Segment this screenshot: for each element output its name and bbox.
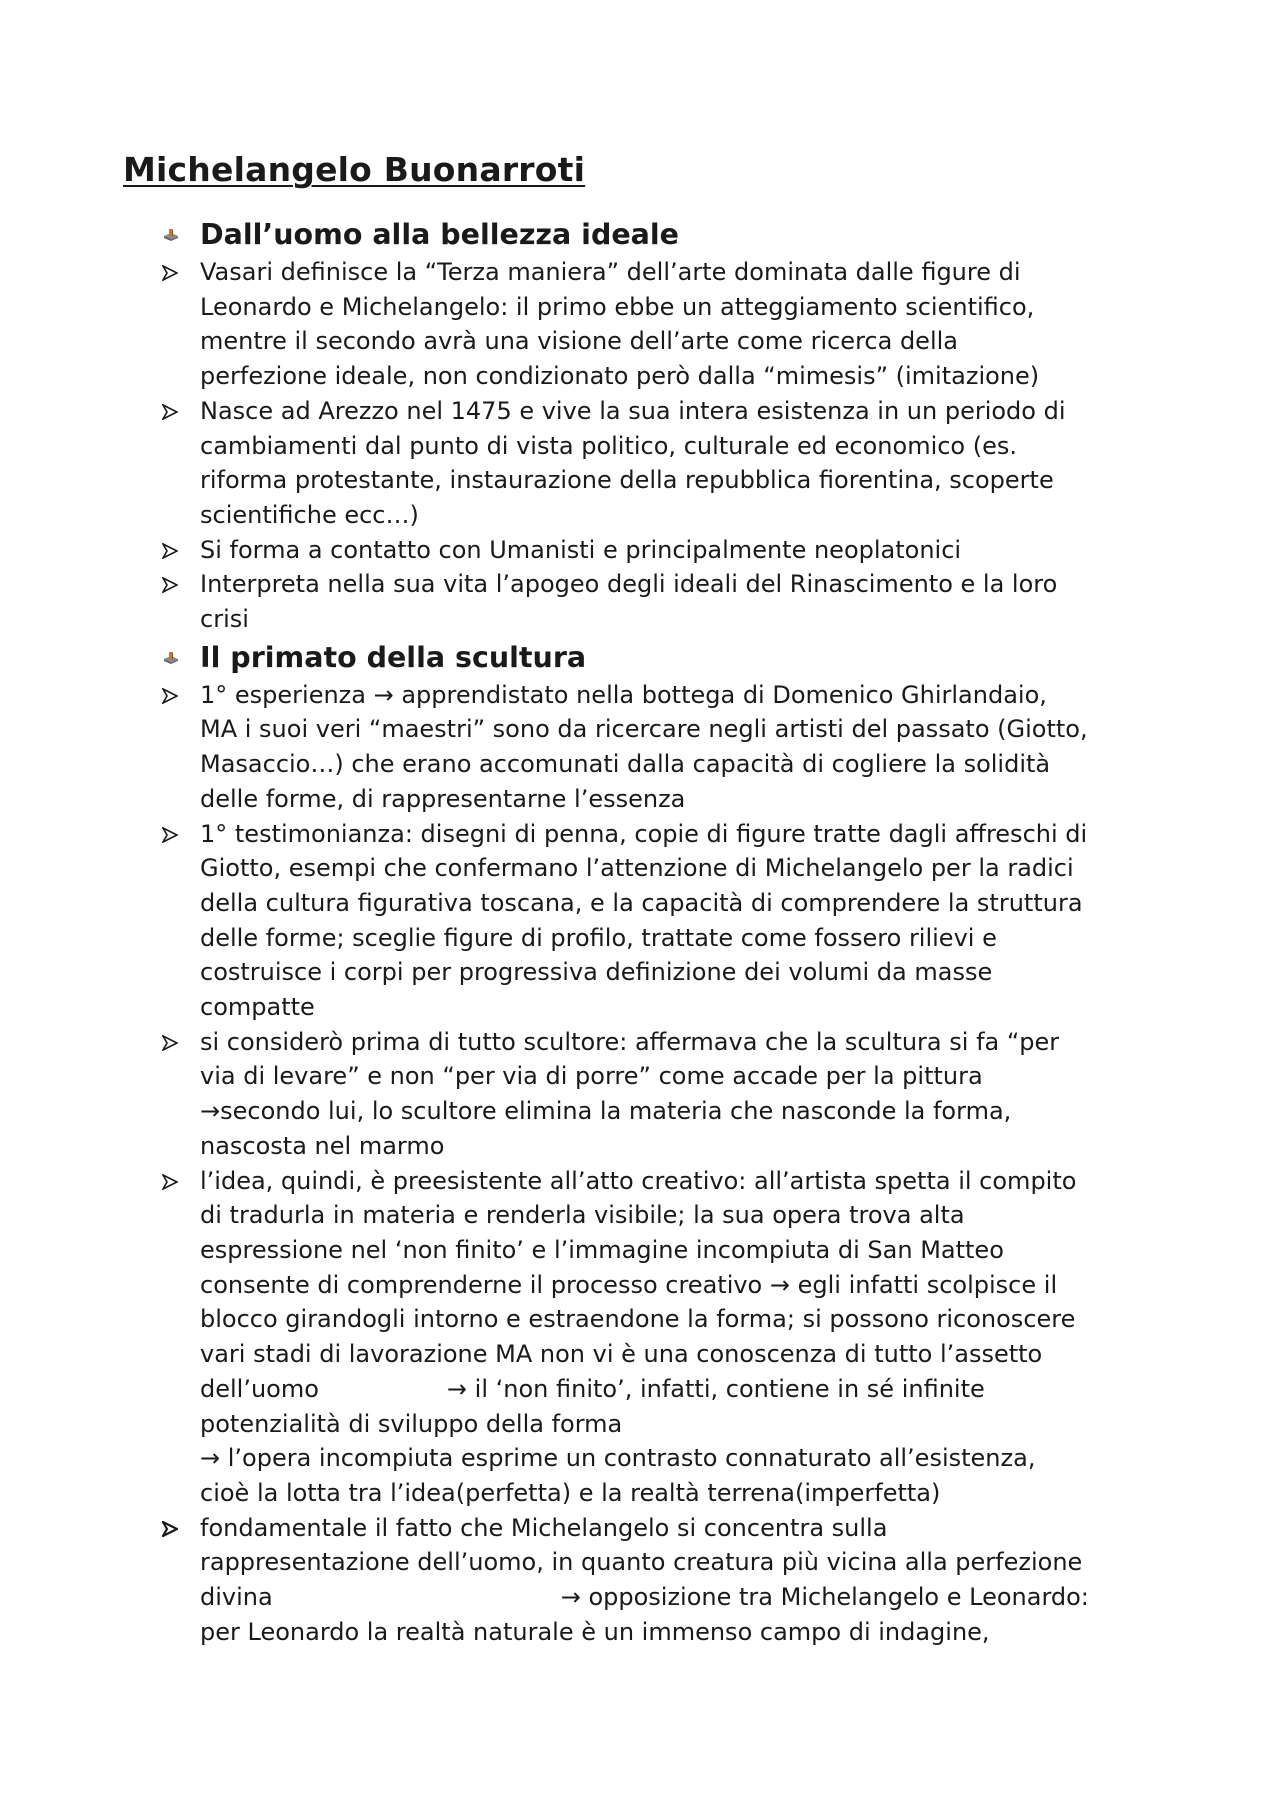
- arrowhead-bullet-icon: [162, 404, 178, 420]
- section-primato-scultura: [161, 637, 1181, 1650]
- text-line: mentre il secondo avrà una visione dell’arte come ricerca della: [200, 327, 958, 356]
- section-heading-text: Dall’uomo alla bellezza ideale: [200, 218, 680, 251]
- text-line: riforma protestante, instaurazione della repubblica fiorentina, scoperte: [200, 466, 1054, 495]
- text-line: Si forma a contatto con Umanisti e principalmente neoplatonici: [200, 535, 962, 564]
- text-line: della cultura figurativa toscana, e la capacità di comprendere la struttura: [200, 888, 1083, 917]
- text-line: per Leonardo la realtà naturale è un immenso campo di indagine,: [200, 1617, 990, 1646]
- text-line: costruisce i corpi per progressiva definizione dei volumi da masse: [200, 958, 993, 987]
- text-line: Masaccio…) che erano accomunati dalla capacità di cogliere la solidità: [200, 750, 1051, 779]
- list-item: [161, 817, 1181, 1025]
- text-segment: divina: [200, 1583, 273, 1612]
- section-heading-text: Il primato della scultura: [200, 640, 587, 674]
- text-line: Interpreta nella sua vita l’apogeo degli ideali del Rinascimento e la loro: [200, 570, 1058, 599]
- text-line: 1° testimonianza: disegni di penna, copie di figure tratte dagli affreschi di: [200, 819, 1088, 848]
- text-line: compatte: [200, 993, 315, 1022]
- text-line: perfezione ideale, non condizionato però dalla “mimesis” (imitazione): [200, 362, 1040, 391]
- list-item: [161, 567, 1181, 636]
- arrowhead-bullet-icon: [162, 1521, 178, 1537]
- list-item: [161, 255, 1181, 394]
- arrowhead-bullet-icon: [162, 688, 178, 704]
- arrowhead-bullet-icon: [162, 1035, 178, 1051]
- text-line: Vasari definisce la “Terza maniera” dell’arte dominata dalle figure di: [200, 258, 1021, 286]
- arrowhead-bullet-icon: [162, 827, 178, 843]
- small-book-bullet-icon: [163, 228, 179, 242]
- text-line: cambiamenti dal punto di vista politico, culturale ed economico (es.: [200, 431, 1018, 460]
- text-line: l’idea, quindi, è preesistente all’atto creativo: all’artista spetta il compito: [200, 1166, 1077, 1195]
- list-item: [161, 1025, 1181, 1164]
- list-item: [161, 1164, 1181, 1511]
- arrowhead-bullet-icon: [162, 543, 178, 559]
- text-line: via di levare” e non “per via di porre” come accade per la pittura: [200, 1062, 983, 1091]
- arrowhead-bullet-icon: [162, 577, 178, 593]
- list-item: [161, 1511, 1181, 1650]
- small-book-bullet-icon: [163, 651, 179, 665]
- list-item: [161, 533, 1181, 568]
- text-line: MA i suoi veri “maestri” sono da ricercare negli artisti del passato (Giotto,: [200, 715, 1088, 744]
- section-heading: [161, 214, 1181, 255]
- section-heading: [161, 637, 1181, 678]
- section-dalluomo: [161, 214, 1181, 637]
- text-line: crisi: [200, 605, 249, 634]
- text-line: 1° esperienza → apprendistato nella bottega di Domenico Ghirlandaio,: [200, 680, 1047, 709]
- text-line: nascosta nel marmo: [200, 1131, 445, 1160]
- text-segment: → opposizione tra Michelangelo e Leonardo:: [560, 1583, 1089, 1612]
- text-line: delle forme, di rappresentarne l’essenza: [200, 784, 686, 813]
- text-line: si considerò prima di tutto scultore: affermava che la scultura si fa “per: [200, 1027, 1060, 1056]
- document-title: Michelangelo Buonarroti: [123, 150, 586, 189]
- text-line: cioè la lotta tra l’idea(perfetta) e la realtà terrena(imperfetta): [200, 1478, 941, 1507]
- text-line: →secondo lui, lo scultore elimina la materia che nasconde la forma,: [200, 1097, 1012, 1126]
- arrowhead-bullet-icon: [162, 1174, 178, 1190]
- text-segment: → il ‘non finito’, infatti, contiene in sé infinite: [446, 1374, 985, 1403]
- list-item: [161, 678, 1181, 817]
- text-line: espressione nel ‘non finito’ e l’immagine incompiuta di San Matteo: [200, 1235, 1004, 1264]
- document-body: [161, 214, 1181, 1649]
- text-line: → l’opera incompiuta esprime un contrasto connaturato all’esistenza,: [200, 1444, 1036, 1473]
- text-line: blocco girandogli intorno e estraendone la forma; si possono riconoscere: [200, 1305, 1076, 1334]
- text-line-split: [200, 1372, 1181, 1407]
- text-line: vari stadi di lavorazione MA non vi è una conoscenza di tutto l’assetto: [200, 1340, 1043, 1369]
- text-line: potenzialità di sviluppo della forma: [200, 1409, 623, 1438]
- text-line: delle forme; sceglie figure di profilo, trattate come fossero rilievi e: [200, 923, 997, 952]
- list-item: [161, 394, 1181, 533]
- text-line: scientifiche ecc…): [200, 500, 419, 529]
- text-line: rappresentazione dell’uomo, in quanto creatura più vicina alla perfezione: [200, 1548, 1083, 1577]
- text-line: consente di comprenderne il processo creativo → egli infatti scolpisce il: [200, 1270, 1058, 1299]
- arrowhead-bullet-icon: [162, 265, 178, 281]
- text-line: Nasce ad Arezzo nel 1475 e vive la sua intera esistenza in un periodo di: [200, 396, 1066, 425]
- text-line: di tradurla in materia e renderla visibile; la sua opera trova alta: [200, 1201, 965, 1230]
- text-line-split: [200, 1580, 1181, 1615]
- text-line: fondamentale il fatto che Michelangelo si concentra sulla: [200, 1513, 888, 1542]
- text-segment: dell’uomo: [200, 1374, 319, 1403]
- text-line: Leonardo e Michelangelo: il primo ebbe un atteggiamento scientifico,: [200, 292, 1035, 321]
- text-line: Giotto, esempi che confermano l’attenzione di Michelangelo per la radici: [200, 854, 1074, 883]
